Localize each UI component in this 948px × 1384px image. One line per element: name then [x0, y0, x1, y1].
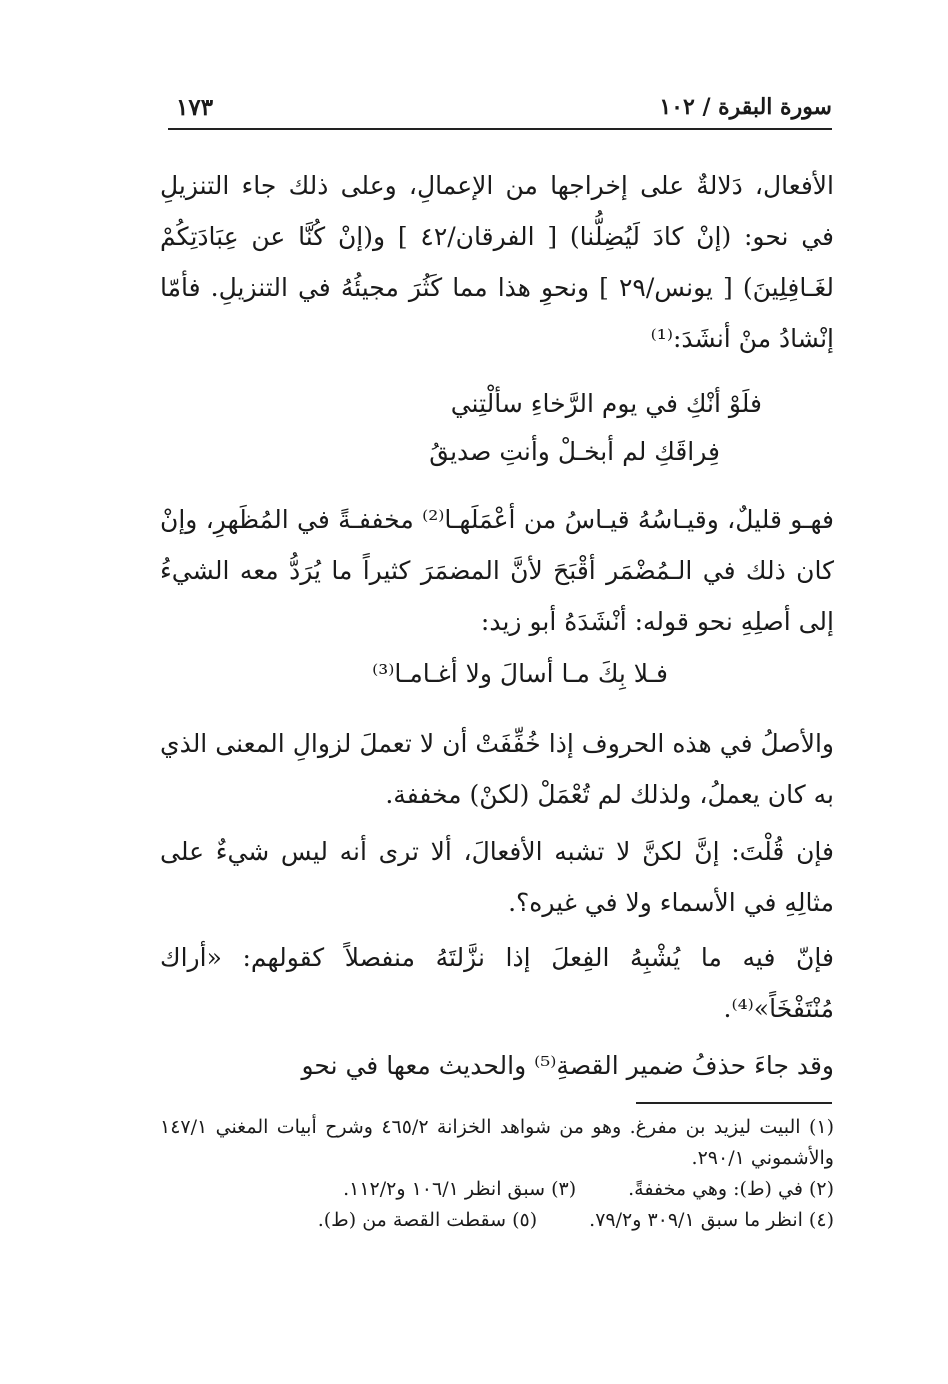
- paragraph-2: فهـو قليلٌ، وقيـاسُهُ قيـاسُ من أعْمَلَهـا⁽²⁾ مخففـةً في المُظَهرِ، وإنْ كان ذلك في الـمُضْمَر أقْبَحَ لأنَّ المضمَرَ كثيراً ما يُرَدُّ معه الشيءُ إلى أصلِهِ نحو قوله: أنْشَدَهُ أبو زيد:: [160, 505, 835, 636]
- chapter-title: سورة البقرة / ١٠٢: [659, 94, 832, 120]
- footnote-3: (٣) سبق انظر ١٠٦/١ و١١٢/٢.: [343, 1178, 577, 1200]
- footnote-row-3: [160, 1205, 834, 1236]
- page-number: ١٧٣: [176, 94, 214, 121]
- verse-1-line-2: فِراقَكِ لم أبخـلْ وأنتِ صديقُ: [429, 437, 720, 466]
- footnotes: [160, 1112, 834, 1236]
- verse-2: فـلا بِكَ مـا أسالَ ولا أغـامـا⁽³⁾: [372, 659, 668, 688]
- footnote-4: (٤) انظر ما سبق ٣٠٩/١ و٧٩/٢.: [589, 1209, 834, 1231]
- paragraph-3: والأصلُ في هذه الحروف إذا خُفِّفَتْ أن لا تعملَ لزوالِ المعنى الذي به كان يعملُ، ولذلك لم تُعْمَلْ (لكنْ) مخففة.: [160, 729, 834, 809]
- paragraph-1: الأفعال، دَلالةٌ على إخراجها من الإعمالِ، وعلى ذلك جاء التنزيلِ في نحو: (إنْ كادَ لَيُضِلُّنا) [ الفرقان/٤٢ ] و(إنْ كُنَّا عن عِبَادَتِكُمْ لغَـافِلِينَ) [ يونس/٢٩ ] ونحوِ هذا مما كَثُرَ مجيئُهُ في التنزيلِ. فأمّا إنْشادُ منْ أنشَدَ:⁽¹⁾: [160, 171, 834, 353]
- footnote-separator: [636, 1102, 832, 1104]
- footnote-2: (٢) في (ط): وهي مخففةً.: [628, 1178, 834, 1200]
- running-header: [168, 92, 832, 130]
- paragraph-6: وقد جاءَ حذفُ ضمير القصةِ⁽⁵⁾ والحديث معها في نحو: [301, 1051, 834, 1080]
- verse-1-line-1: فلَوْ أنْكِ في يوم الرَّخاءِ سألْتِني: [450, 389, 762, 418]
- paragraph-5: فإنّ فيه ما يُشْبِهُ الفِعلَ إذا نزَّلتَهُ منفصلاً كقولهم: «أراك مُنْتَفْخَاً»⁽⁴⁾.: [160, 943, 834, 1023]
- footnote-5: (٥) سقطت القصة من (ط).: [317, 1209, 538, 1231]
- footnote-1: (١) البيت ليزيد بن مفرغ. وهو من شواهد الخزانة ٤٦٥/٢ وشرح أبيات المغني ١٤٧/١ والأشموني ٢٩٠/١.: [160, 1116, 834, 1169]
- footnote-row-2: [160, 1174, 834, 1205]
- paragraph-4: فإن قُلْتَ: إنَّ لكنَّ لا تشبه الأفعالَ، ألا ترى أنه ليس شيءٌ على مثالِهِ في الأسماء ولا في غيره؟.: [160, 837, 834, 917]
